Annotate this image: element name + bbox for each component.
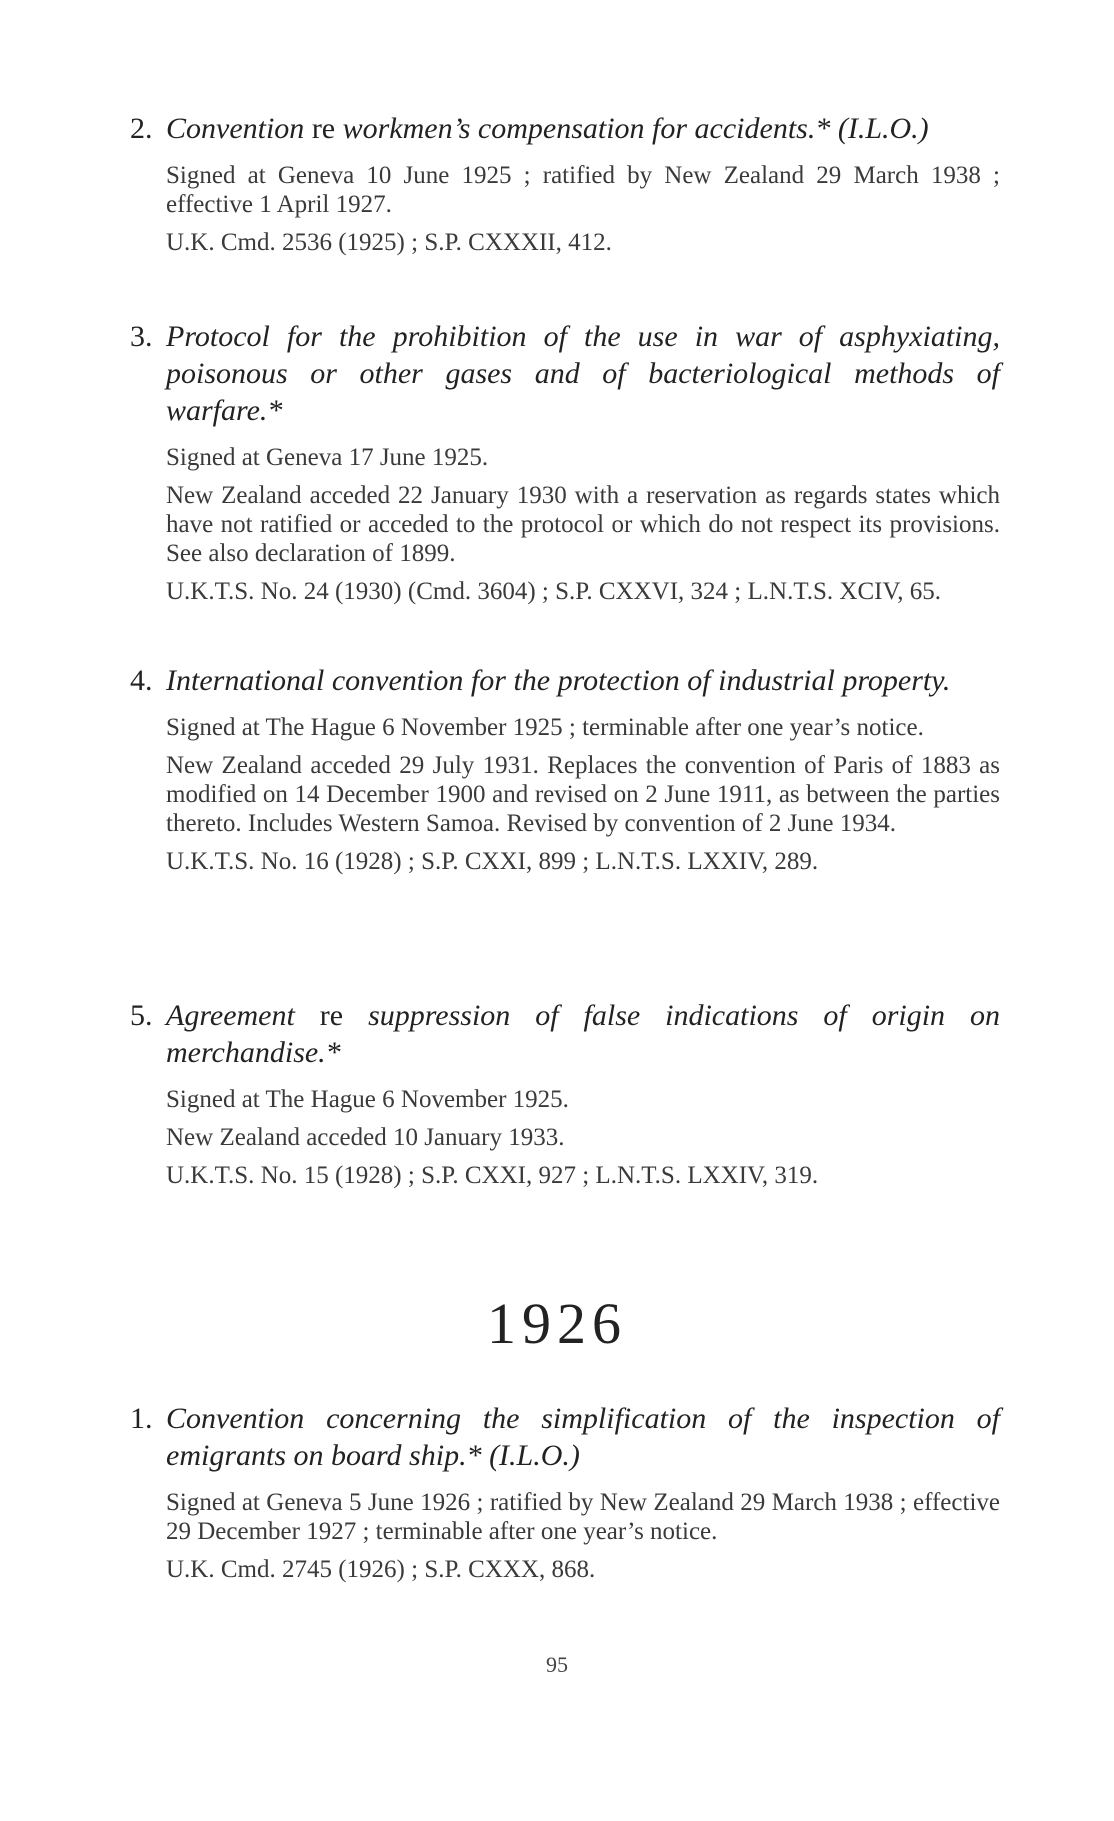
entry-reference: U.K.T.S. No. 24 (1930) (Cmd. 3604) ; S.P. CXXVI, 324 ; L.N.T.S. XCIV, 65. [166, 578, 942, 605]
treaty-entry-4 [130, 662, 1000, 876]
treaty-entry-2 [130, 110, 1000, 257]
year-heading: 1926 [487, 1291, 627, 1356]
entry-body [166, 1488, 1000, 1584]
entry-number: 1. [130, 1402, 153, 1435]
entry-title: Protocol for the prohibition of the use in war of asphyxiating, poisonous or other gases and of bacteriological methods of warfare.* [166, 320, 1000, 427]
entry-title-part: Agreement [166, 999, 295, 1032]
entry-heading [130, 1400, 1000, 1474]
entry-reference: U.K. Cmd. 2745 (1926) ; S.P. CXXX, 868. [166, 1556, 596, 1583]
entry-title [166, 110, 1000, 147]
entry-number: 2. [130, 112, 153, 145]
entry-body [166, 1085, 1000, 1190]
entry-line: Signed at The Hague 6 November 1925 ; terminable after one year’s notice. [166, 714, 924, 741]
entry-heading [130, 662, 1000, 699]
entry-title-re: re [319, 999, 344, 1032]
entry-number: 3. [130, 320, 153, 353]
entry-title: Convention concerning the simplification of the inspection of emigrants on board ship.* (I.L.O.) [166, 1402, 1000, 1472]
entry-line: Signed at The Hague 6 November 1925. [166, 1086, 569, 1113]
entry-body [166, 443, 1000, 606]
entry-body [166, 713, 1000, 876]
entry-reference: U.K.T.S. No. 16 (1928) ; S.P. CXXI, 899 ; L.N.T.S. LXXIV, 289. [166, 848, 819, 875]
treaty-entry-3 [130, 318, 1000, 606]
entry-title-re: re [311, 112, 336, 145]
entry-title-part: suppression of false indications of origin on merchandise.* [166, 999, 1000, 1069]
entry-reference: U.K. Cmd. 2536 (1925) ; S.P. CXXXII, 412. [166, 229, 612, 256]
entry-line: Signed at Geneva 10 June 1925 ; ratified by New Zealand 29 March 1938 ; effective 1 April 1927. [166, 162, 1000, 218]
entry-number: 4. [130, 664, 153, 697]
entry-heading [130, 997, 1000, 1071]
entry-reference: U.K.T.S. No. 15 (1928) ; S.P. CXXI, 927 ; L.N.T.S. LXXIV, 319. [166, 1162, 819, 1189]
entry-title: International convention for the protection of industrial property. [166, 664, 951, 697]
entry-number: 5. [130, 999, 153, 1032]
entry-title-part: Convention [166, 112, 305, 145]
entry-line: New Zealand acceded 29 July 1931. Replaces the convention of Paris of 1883 as modified on 14 December 1900 and revised on 2 June 1911, as between the parties thereto. Includes Western Samoa. Revised by convention of 2 June 1934. [166, 752, 1000, 837]
entry-title-part: workmen’s compensation for accidents.* (I.L.O.) [342, 112, 929, 145]
entry-heading [130, 318, 1000, 429]
entry-line: Signed at Geneva 5 June 1926 ; ratified by New Zealand 29 March 1938 ; effective 29 December 1927 ; terminable after one year’s notice. [166, 1489, 1000, 1545]
entry-line: Signed at Geneva 17 June 1925. [166, 444, 489, 471]
entry-body [166, 161, 1000, 257]
entry-line: New Zealand acceded 22 January 1930 with a reservation as regards states which have not ratified or acceded to the protocol or which do not respect its provisions. See also declaration of 1899. [166, 482, 1000, 567]
entry-line: New Zealand acceded 10 January 1933. [166, 1124, 565, 1151]
treaty-entry-5 [130, 997, 1000, 1190]
entry-heading [130, 110, 1000, 147]
page-number: 95 [546, 1652, 568, 1677]
entry-title [166, 997, 1000, 1071]
treaty-entry-1926-1 [130, 1400, 1000, 1584]
